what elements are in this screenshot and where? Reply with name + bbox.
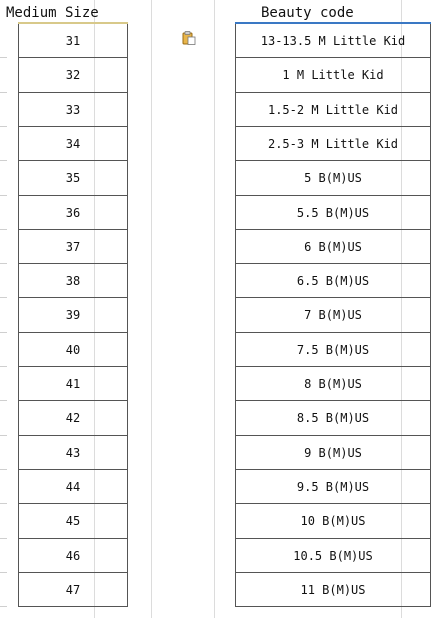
medium-size-cell[interactable]: 45 — [18, 504, 128, 539]
beauty-code-cell[interactable]: 9.5 B(M)US — [235, 470, 431, 504]
row-gridline — [0, 160, 7, 161]
gridline — [151, 0, 152, 618]
row-gridline — [0, 195, 7, 196]
medium-size-cell[interactable]: 41 — [18, 367, 128, 401]
beauty-code-cell[interactable]: 13-13.5 M Little Kid — [235, 24, 431, 58]
beauty-code-cell[interactable]: 10 B(M)US — [235, 504, 431, 539]
header-beauty-code[interactable]: Beauty code — [261, 5, 354, 21]
beauty-code-cell[interactable]: 6.5 B(M)US — [235, 264, 431, 298]
medium-size-cell[interactable]: 33 — [18, 93, 128, 127]
medium-size-cell[interactable]: 44 — [18, 470, 128, 504]
row-gridline — [0, 538, 7, 539]
row-gridline — [0, 92, 7, 93]
medium-size-cell[interactable]: 40 — [18, 333, 128, 367]
row-gridline — [0, 229, 7, 230]
beauty-code-cell[interactable]: 6 B(M)US — [235, 230, 431, 264]
beauty-code-cell[interactable]: 11 B(M)US — [235, 573, 431, 607]
medium-size-cell[interactable]: 46 — [18, 539, 128, 573]
header-medium-size[interactable]: Medium Size — [6, 5, 99, 21]
medium-size-cell[interactable]: 38 — [18, 264, 128, 298]
row-gridline — [0, 126, 7, 127]
medium-size-cell[interactable]: 32 — [18, 58, 128, 93]
medium-size-cell[interactable]: 43 — [18, 436, 128, 470]
row-gridline — [0, 435, 7, 436]
row-gridline — [0, 469, 7, 470]
medium-size-cell[interactable]: 37 — [18, 230, 128, 264]
row-gridline — [0, 400, 7, 401]
beauty-code-cell[interactable]: 10.5 B(M)US — [235, 539, 431, 573]
row-gridline — [0, 503, 7, 504]
beauty-code-cell[interactable]: 2.5-3 M Little Kid — [235, 127, 431, 161]
beauty-code-cell[interactable]: 7 B(M)US — [235, 298, 431, 333]
row-gridline — [0, 332, 7, 333]
row-gridline — [0, 606, 7, 607]
medium-size-cell[interactable]: 42 — [18, 401, 128, 436]
medium-size-cell[interactable]: 35 — [18, 161, 128, 196]
beauty-code-cell[interactable]: 1 M Little Kid — [235, 58, 431, 93]
medium-size-cell[interactable]: 36 — [18, 196, 128, 230]
paste-options-icon[interactable] — [182, 31, 196, 45]
row-gridline — [0, 263, 7, 264]
medium-size-cell[interactable]: 47 — [18, 573, 128, 607]
beauty-code-cell[interactable]: 7.5 B(M)US — [235, 333, 431, 367]
medium-size-cell[interactable]: 31 — [18, 24, 128, 58]
gridline — [214, 0, 215, 618]
beauty-code-cell[interactable]: 5.5 B(M)US — [235, 196, 431, 230]
beauty-code-cell[interactable]: 5 B(M)US — [235, 161, 431, 196]
row-gridline — [0, 366, 7, 367]
beauty-code-cell[interactable]: 8 B(M)US — [235, 367, 431, 401]
beauty-code-cell[interactable]: 1.5-2 M Little Kid — [235, 93, 431, 127]
row-gridline — [0, 297, 7, 298]
row-gridline — [0, 572, 7, 573]
beauty-code-cell[interactable]: 8.5 B(M)US — [235, 401, 431, 436]
medium-size-cell[interactable]: 39 — [18, 298, 128, 333]
beauty-code-cell[interactable]: 9 B(M)US — [235, 436, 431, 470]
row-gridline — [0, 57, 7, 58]
medium-size-cell[interactable]: 34 — [18, 127, 128, 161]
